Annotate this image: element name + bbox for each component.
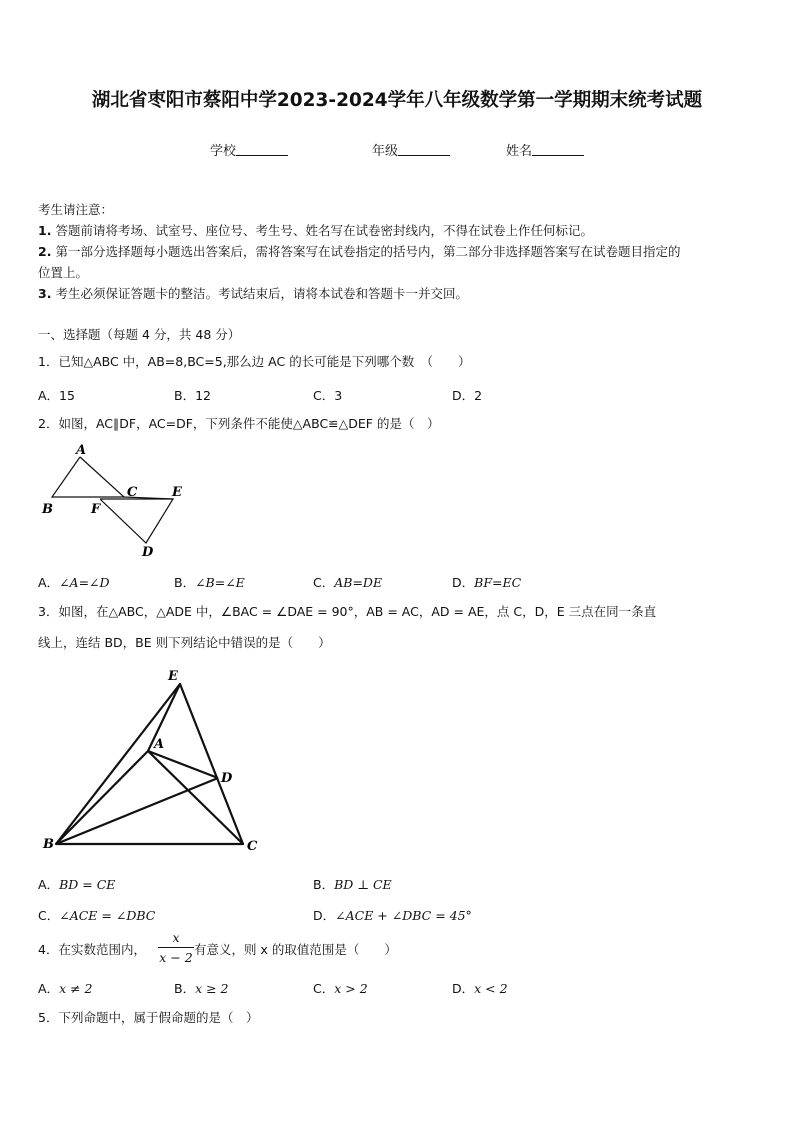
q2-label-e: E (172, 485, 182, 500)
notice-item-1-text: 答题前请将考场、试室号、座位号、考生号、姓名写在试卷密封线内，不得在试卷上作任何标记。 (55, 223, 593, 238)
q3-option-d[interactable] (313, 906, 472, 924)
notice-item-2-num: 2. (38, 244, 52, 259)
q3-option-b-text: BD ⊥ CE (334, 877, 392, 892)
notice-item-2-cont: 位置上。 (38, 265, 89, 280)
q2-label-b: B (42, 502, 53, 517)
q3-label-c: C (247, 839, 258, 854)
q2-label-d: D (142, 545, 154, 560)
notice-item-2-text: 第一部分选择题每小题选出答案后，需将答案写在试卷指定的括号内，第二部分非选择题答案写在试卷题目指定的 (55, 244, 681, 259)
q3-label-a: A (154, 737, 165, 752)
grade-field[interactable] (372, 140, 450, 159)
q2-option-a-letter: A． (38, 575, 60, 590)
notice-item-1-num: 1. (38, 223, 52, 238)
q2-stem: 2．如图，AC∥DF，AC=DF，下列条件不能使△ABC≌△DEF 的是（ ） (38, 416, 440, 431)
q4-option-d[interactable] (452, 979, 508, 997)
q2-option-d[interactable] (452, 573, 521, 591)
name-label: 姓名 (506, 144, 533, 159)
grade-blank[interactable] (398, 143, 450, 156)
q4-option-c[interactable] (313, 979, 368, 997)
q2-figure (38, 440, 198, 565)
section-heading: 一、选择题（每题 4 分，共 48 分） (38, 327, 241, 342)
q2-option-b-letter: B． (174, 575, 196, 590)
q3-option-a[interactable] (38, 875, 115, 893)
q2-option-c-text: AB=DE (334, 575, 383, 590)
q3-option-c-text: ∠ACE = ∠DBC (59, 908, 156, 923)
q3-stem-line2: 线上，连结 BD，BE 则下列结论中错误的是（ ） (38, 635, 331, 650)
q2-option-d-letter: D． (452, 575, 475, 590)
notice-item-1 (38, 222, 593, 240)
grade-label: 年级 (372, 144, 399, 159)
q3-option-d-text: ∠ACE + ∠DBC = 45° (335, 908, 472, 923)
q3-option-d-letter: D． (313, 908, 336, 923)
q4-option-d-text: x < 2 (474, 981, 508, 996)
q3-stem-line1: 3．如图，在△ABC，△ADE 中，∠BAC = ∠DAE = 90°，AB = AC，AD = AE，点 C，D，E 三点在同一条直 (38, 604, 657, 619)
q4-fraction-bar (158, 947, 194, 948)
q4-fraction-denominator: x − 2 (159, 950, 193, 965)
q3-option-a-letter: A． (38, 877, 60, 892)
q3-option-c-letter: C． (38, 908, 60, 923)
q3-option-b-letter: B． (313, 877, 335, 892)
q1-option-d[interactable]: D．2 (452, 388, 483, 403)
q3-option-a-text: BD = CE (59, 877, 116, 892)
name-field[interactable] (506, 140, 584, 159)
school-field[interactable] (210, 140, 288, 159)
q1-option-c[interactable]: C．3 (313, 388, 343, 403)
q2-label-c: C (127, 485, 138, 500)
q4-option-a[interactable] (38, 979, 93, 997)
q1-stem: 1．已知△ABC 中，AB=8,BC=5,那么边 AC 的长可能是下列哪个数 （ ） (38, 354, 471, 369)
q4-option-a-letter: A． (38, 981, 60, 996)
q3-option-b[interactable] (313, 875, 392, 893)
q2-option-d-text: BF=EC (474, 575, 522, 590)
page-title: 湖北省枣阳市蔡阳中学2023-2024学年八年级数学第一学期期末统考试题 (91, 90, 703, 111)
notice-item-3-text: 考生必须保证答题卡的整洁。考试结束后，请将本试卷和答题卡一并交回。 (55, 286, 468, 301)
q4-option-b[interactable] (174, 979, 229, 997)
q4-option-d-letter: D． (452, 981, 475, 996)
q1-option-a[interactable]: A．15 (38, 388, 75, 403)
school-blank[interactable] (236, 143, 288, 156)
q3-option-c[interactable] (38, 906, 155, 924)
q2-option-a-text: ∠A=∠D (59, 575, 110, 590)
notice-item-2 (38, 243, 680, 261)
q4-stem-after: 有意义，则 x 的取值范围是（ ） (194, 942, 397, 957)
q4-option-a-text: x ≠ 2 (59, 981, 93, 996)
q1-option-b[interactable]: B．12 (174, 388, 211, 403)
q2-option-c-letter: C． (313, 575, 335, 590)
q2-option-c[interactable] (313, 573, 382, 591)
q3-label-e: E (168, 669, 178, 684)
q2-option-b-text: ∠B=∠E (195, 575, 245, 590)
q2-option-a[interactable] (38, 573, 110, 591)
q4-option-b-text: x ≥ 2 (195, 981, 229, 996)
name-blank[interactable] (532, 143, 584, 156)
q2-label-a: A (76, 443, 87, 458)
q4-option-c-text: x > 2 (334, 981, 368, 996)
q4-stem-before: 4．在实数范围内， (38, 942, 146, 957)
q4-fraction-numerator: x (172, 930, 180, 945)
notice-heading: 考生请注意： (38, 202, 114, 217)
q3-label-d: D (221, 771, 233, 786)
notice-item-3 (38, 285, 468, 303)
q4-fraction (158, 930, 194, 965)
school-label: 学校 (210, 144, 237, 159)
q2-option-b[interactable] (174, 573, 245, 591)
q5-stem: 5．下列命题中，属于假命题的是（ ） (38, 1010, 259, 1025)
q3-figure (40, 664, 270, 859)
q4-option-b-letter: B． (174, 981, 196, 996)
notice-item-3-num: 3. (38, 286, 52, 301)
q4-option-c-letter: C． (313, 981, 335, 996)
q3-label-b: B (43, 837, 54, 852)
q2-label-f: F (91, 502, 101, 517)
